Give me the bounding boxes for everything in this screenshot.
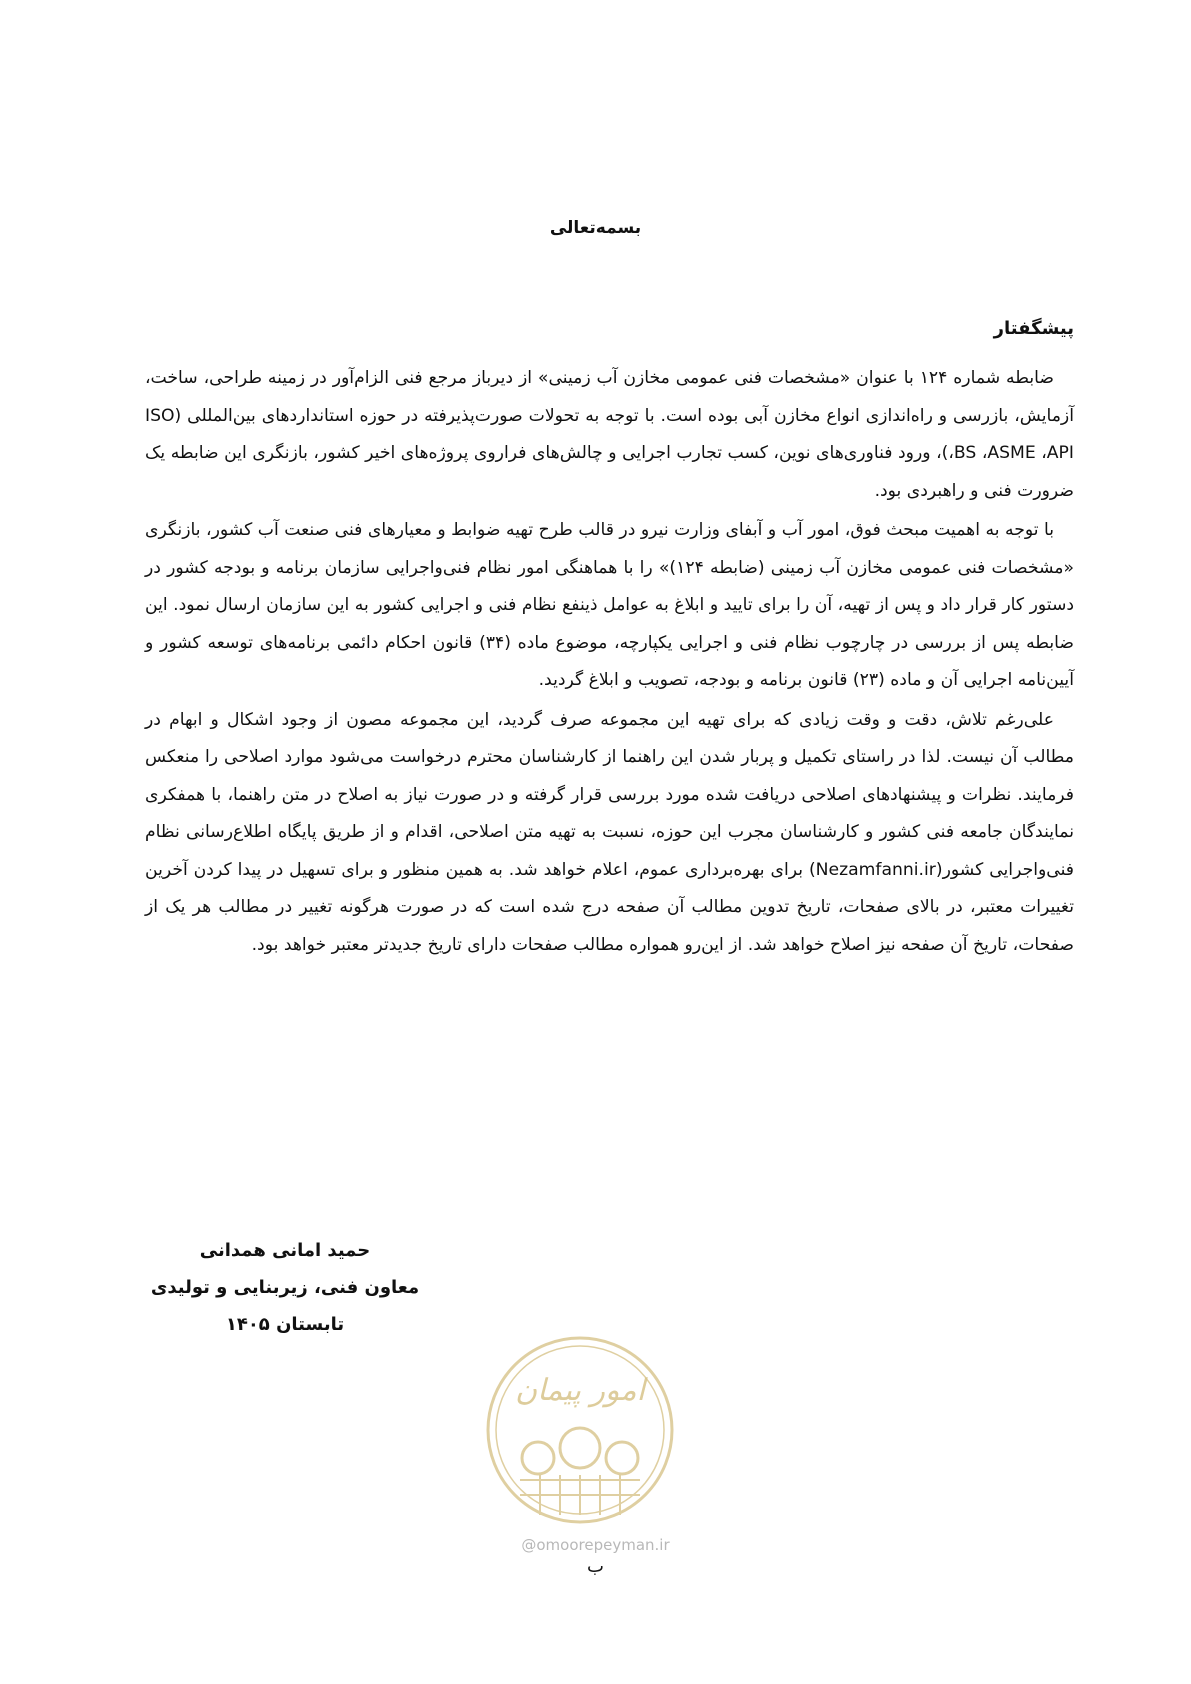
paragraph-3: علی‌رغم تلاش، دقت و وقت زیادی که برای تهیه این مجموعه صرف گردید، این مجموعه مصون از وجود اشکال و ابهام در مطالب آن نیست. لذا در راستای تکمیل و پربار شدن این راهنما از کارشناسان محترم درخواست می‌شود موارد اصلاحی را منعکس فرمایند. نظرات و پیشنهادهای اصلاحی دریافت شده مورد بررسی قرار گرفته و در صورت نیاز به اصلاح در متن راهنما، با همفکری نمایندگان جامعه فنی کشور و کارشناسان مجرب این حوزه، نسبت به تهیه متن اصلاحی، اقدام و از طریق پایگاه اطلاع‌رسانی نظام فنی‌واجرایی کشور(Nezamfanni.ir) برای بهره‌برداری عموم، اعلام خواهد شد. به همین منظور و برای تسهیل در پیدا کردن آخرین تغییرات معتبر، در بالای صفحات، تاریخ تدوین مطالب آن صفحه درج شده است که در صورت هرگونه تغییر در مطالب هر یک از صفحات، تاریخ آن صفحه نیز اصلاح خواهد شد. از این‌رو همواره مطالب صفحات دارای تاریخ جدیدتر معتبر خواهد بود. [145, 709, 1074, 955]
signature-block [150, 1232, 420, 1343]
seal-watermark-logo [480, 1330, 680, 1530]
signer-name: حمید امانی همدانی [199, 1240, 371, 1261]
signer-title: معاون فنی، زیربنایی و تولیدی [150, 1277, 420, 1298]
seal-text: امور پیمان [515, 1373, 645, 1408]
signature-date: تابستان ۱۴۰۵ [225, 1314, 345, 1335]
paragraph-2: با توجه به اهمیت مبحث فوق، امور آب و آبفای وزارت نیرو در قالب طرح تهیه ضوابط و معیارهای فنی صنعت آب کشور، بازنگری «مشخصات فنی عمومی مخازن آب زمینی (ضابطه ۱۲۴)» را با هماهنگی امور نظام فنی‌واجرایی سازمان برنامه و بودجه کشور در دستور کار قرار داد و پس از تهیه، آن را برای تایید و ابلاغ به عوامل ذینفع نظام فنی و اجرایی کشور به این سازمان ارسال نمود. این ضابطه پس از بررسی در چارچوب نظام فنی و اجرایی یکپارچه، موضوع ماده (۳۴) قانون احکام دائمی برنامه‌های توسعه کشور و آیین‌نامه اجرایی آن و ماده (۲۳) قانون برنامه و بودجه، تصویب و ابلاغ گردید. [145, 520, 1075, 690]
basmala: بسمه‌تعالی [549, 218, 642, 238]
preface-body [145, 360, 1074, 966]
paragraph-1: ضابطه شماره ۱۲۴ با عنوان «مشخصات فنی عمومی مخازن آب زمینی» از دیرباز مرجع فنی الزام‌آور در زمینه طراحی، ساخت، آزمایش، بازرسی و راه‌اندازی انواع مخازن آبی بوده است. با توجه به تحولات صورت‌پذیرفته در حوزه استانداردهای بین‌المللی (ISO ،BS ،ASME ،API)، ورود فناوری‌های نوین، کسب تجارب اجرایی و چالش‌های فراروی پروژه‌های اخیر کشور، بازنگری این ضابطه یک ضرورت فنی و راهبردی بود. [145, 368, 1074, 501]
page-number: ب [587, 1556, 604, 1577]
watermark-url: @omoorepeyman.ir [521, 1536, 670, 1554]
heading-preface: پیشگفتار [993, 318, 1074, 339]
